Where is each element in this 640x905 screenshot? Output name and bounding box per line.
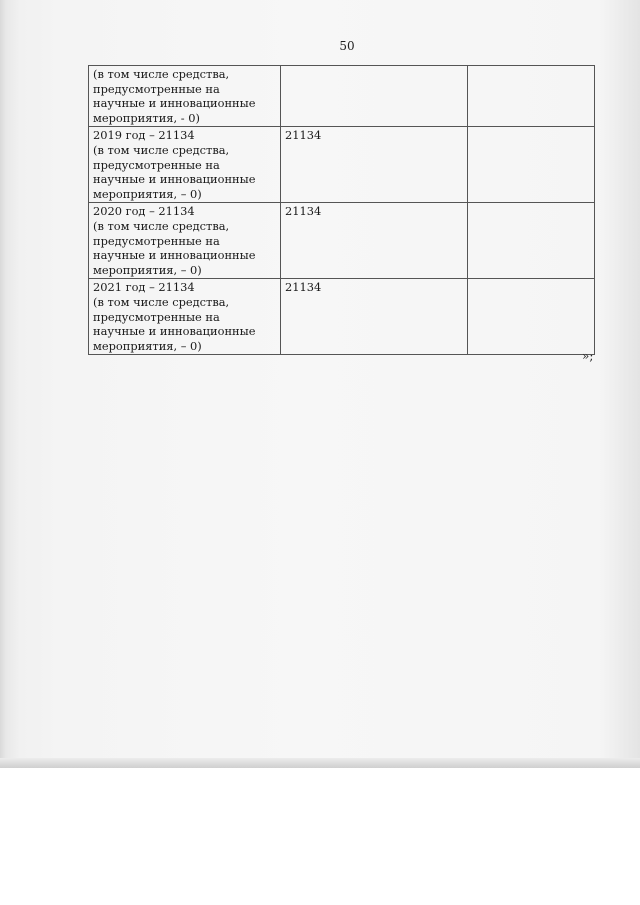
description-line: научные и инновационные	[93, 96, 256, 111]
description-line: (в том числе средства,	[93, 218, 230, 233]
period-description-cell	[89, 279, 281, 355]
description-line: предусмотренные на	[93, 81, 220, 96]
amount-cell: 21134	[281, 127, 468, 203]
year-line: 2020 год – 21134	[93, 204, 195, 219]
description-line: (в том числе средства,	[93, 294, 230, 309]
description-line: мероприятия, – 0)	[93, 262, 202, 277]
extra-cell	[468, 66, 595, 127]
year-line: 2021 год – 21134	[93, 280, 195, 295]
description-line: предусмотренные на	[93, 309, 220, 324]
year-line: 2019 год – 21134	[93, 128, 195, 143]
description-line: научные и инновационные	[93, 172, 256, 187]
description-line: мероприятия, - 0)	[93, 110, 200, 125]
extra-cell	[468, 127, 595, 203]
period-description-cell	[89, 203, 281, 279]
extra-cell	[468, 279, 595, 355]
description-line: мероприятия, – 0)	[93, 186, 202, 201]
description-line: (в том числе средства,	[93, 142, 230, 157]
period-description-cell	[89, 127, 281, 203]
description-line: мероприятия, – 0)	[93, 338, 202, 353]
funding-table	[88, 65, 595, 355]
page-number: 50	[339, 39, 355, 53]
scan-bottom-edge	[0, 758, 640, 768]
table-row	[89, 203, 595, 279]
period-description-cell	[89, 66, 281, 127]
table-row	[89, 279, 595, 355]
closing-quote-mark: »;	[582, 349, 594, 363]
amount-cell: 21134	[281, 203, 468, 279]
description-line: предусмотренные на	[93, 157, 220, 172]
description-line: предусмотренные на	[93, 233, 220, 248]
amount-cell	[281, 66, 468, 127]
description-line: научные и инновационные	[93, 248, 256, 263]
table-row	[89, 127, 595, 203]
extra-cell	[468, 203, 595, 279]
table-row	[89, 66, 595, 127]
description-line: научные и инновационные	[93, 324, 256, 339]
description-line: (в том числе средства,	[93, 67, 230, 81]
amount-cell: 21134	[281, 279, 468, 355]
